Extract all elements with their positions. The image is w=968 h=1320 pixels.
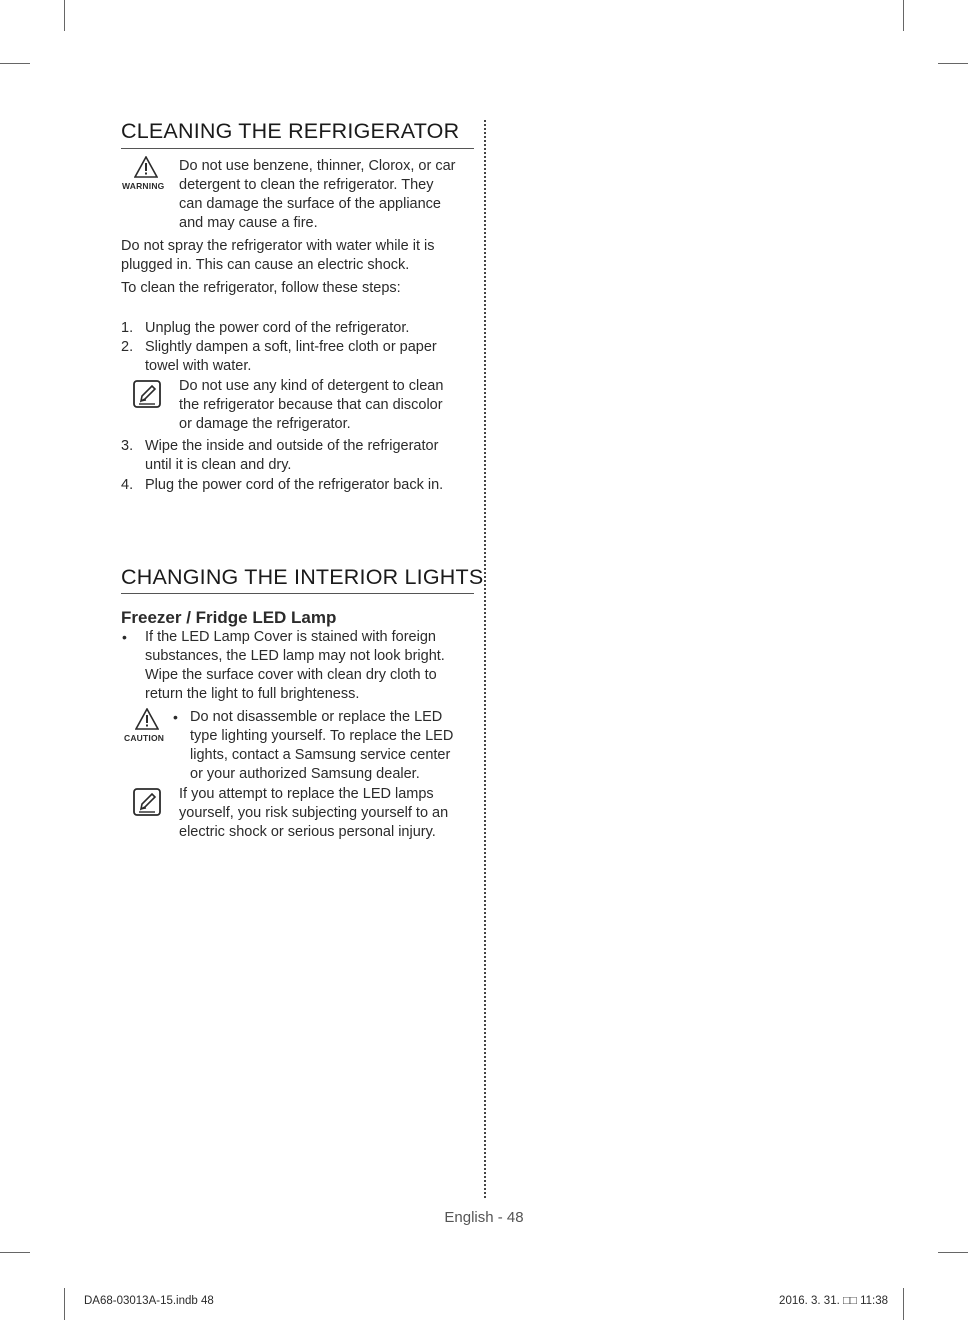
- note-icon: [132, 379, 162, 414]
- crop-mark-bottom-right: [903, 1288, 904, 1320]
- paragraph-line: Do not spray the refrigerator with water while it is: [121, 238, 435, 254]
- step-number: 4.: [121, 477, 134, 493]
- warning-line: detergent to clean the refrigerator. They: [179, 177, 434, 193]
- bullet-line: If the LED Lamp Cover is stained with foreign: [145, 629, 436, 645]
- caution-line: type lighting yourself. To replace the LED: [190, 728, 454, 744]
- step-line: Plug the power cord of the refrigerator back in.: [145, 477, 444, 493]
- caution-line: or your authorized Samsung dealer.: [190, 766, 420, 782]
- step-line: Unplug the power cord of the refrigerator.: [145, 320, 410, 336]
- warning-line: Do not use benzene, thinner, Clorox, or car: [179, 158, 456, 174]
- column-divider: [484, 120, 486, 1198]
- paragraph-line: plugged in. This can cause an electric shock.: [121, 257, 410, 273]
- crop-mark-bottom-left: [64, 1288, 65, 1320]
- warning-line: and may cause a fire.: [179, 215, 318, 231]
- crop-mark-left-top: [0, 63, 30, 64]
- section-title-interior-lights: CHANGING THE INTERIOR LIGHTS: [121, 565, 484, 589]
- caution-icon: [132, 708, 162, 730]
- note-line: yourself, you risk subjecting yourself to an: [179, 805, 449, 821]
- step-line: Wipe the inside and outside of the refrigerator: [145, 438, 439, 454]
- step-number: 2.: [121, 339, 134, 355]
- crop-mark-top-left: [64, 0, 65, 31]
- note-line: or damage the refrigerator.: [179, 416, 351, 432]
- note-icon: [132, 787, 162, 822]
- print-date-time: 2016. 3. 31. □□ 11:38: [779, 1295, 888, 1307]
- section-title-cleaning: CLEANING THE REFRIGERATOR: [121, 119, 460, 143]
- note-line: If you attempt to replace the LED lamps: [179, 786, 434, 802]
- crop-mark-top-right: [903, 0, 904, 31]
- section-title-rule: [121, 593, 474, 594]
- note-line: the refrigerator because that can discolor: [179, 397, 443, 413]
- caution-label: CAUTION: [124, 733, 165, 743]
- step-line: until it is clean and dry.: [145, 457, 292, 473]
- note-line: electric shock or serious personal injury.: [179, 824, 436, 840]
- paragraph-line: To clean the refrigerator, follow these steps:: [121, 280, 401, 296]
- bullet-dot: •: [173, 709, 178, 725]
- bullet-line: Wipe the surface cover with clean dry cloth to: [145, 667, 437, 683]
- bullet-line: return the light to full brighteness.: [145, 686, 360, 702]
- step-number: 3.: [121, 438, 134, 454]
- step-line: Slightly dampen a soft, lint-free cloth or paper: [145, 339, 437, 355]
- warning-icon: [131, 156, 161, 178]
- bullet-line: substances, the LED lamp may not look bright.: [145, 648, 445, 664]
- step-number: 1.: [121, 320, 134, 336]
- warning-label: WARNING: [122, 181, 165, 191]
- warning-line: can damage the surface of the appliance: [179, 196, 441, 212]
- crop-mark-left-bottom: [0, 1252, 30, 1253]
- crop-mark-right-top: [938, 63, 968, 64]
- step-line: towel with water.: [145, 358, 252, 374]
- caution-line: lights, contact a Samsung service center: [190, 747, 451, 763]
- file-info: DA68-03013A-15.indb 48: [84, 1295, 214, 1307]
- subsection-title: Freezer / Fridge LED Lamp: [121, 608, 337, 627]
- note-line: Do not use any kind of detergent to clean: [179, 378, 444, 394]
- crop-mark-right-bottom: [938, 1252, 968, 1253]
- section-title-rule: [121, 148, 474, 149]
- page-number: English - 48: [444, 1209, 524, 1226]
- bullet-dot: •: [122, 629, 127, 645]
- caution-line: Do not disassemble or replace the LED: [190, 709, 443, 725]
